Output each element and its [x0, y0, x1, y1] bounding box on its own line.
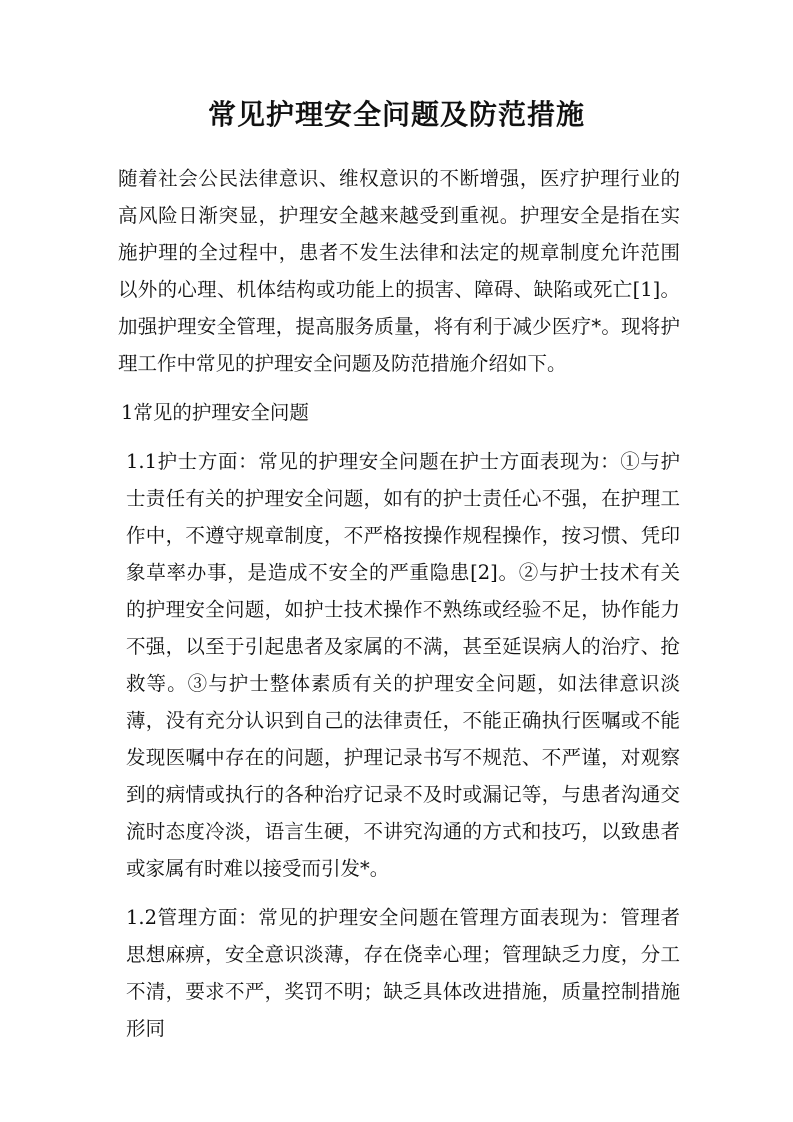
document-title: 常见护理安全问题及防范措施: [207, 98, 585, 131]
section-1-2-paragraph: 1.2管理方面：常见的护理安全问题在管理方面表现为：管理者思想麻痹，安全意识淡薄，存在侥幸心理；管理缺乏力度，分工不清，要求不严，奖罚不明；缺乏具体改进措施，质量控制措施形同: [126, 906, 680, 1040]
section-1-heading: 1常见的护理安全问题: [121, 401, 309, 424]
intro-paragraph: 随着社会公民法律意识、维权意识的不断增强，医疗护理行业的高风险日渐突显，护理安全越来越受到重视。护理安全是指在实施护理的全过程中，患者不发生法律和法定的规章制度允许范围以外的心理、机体结构或功能上的损害、障碍、缺陷或死亡[1]。加强护理安全管理，提高服务质量，将有利于减少医疗*。现将护理工作中常见的护理安全问题及防范措施介绍如下。: [118, 167, 680, 375]
section-1-1-paragraph: 1.1护士方面：常见的护理安全问题在护士方面表现为：①与护士责任有关的护理安全问题，如有的护士责任心不强，在护理工作中，不遵守规章制度，不严格按操作规程操作，按习惯、凭印象草率办事，是造成不安全的严重隐患[2]。②与护士技术有关的护理安全问题，如护士技术操作不熟练或经验不足，协作能力不强，以至于引起患者及家属的不满，甚至延误病人的治疗、抢救等。③与护士整体素质有关的护理安全问题，如法律意识淡薄，没有充分认识到自己的法律责任，不能正确执行医嘱或不能发现医嘱中存在的问题，护理记录书写不规范、不严谨，对观察到的病情或执行的各种治疗记录不及时或漏记等，与患者沟通交流时态度冷淡，语言生硬，不讲究沟通的方式和技巧，以致患者或家属有时难以接受而引发*。: [126, 450, 680, 880]
document-body: [118, 160, 680, 1059]
